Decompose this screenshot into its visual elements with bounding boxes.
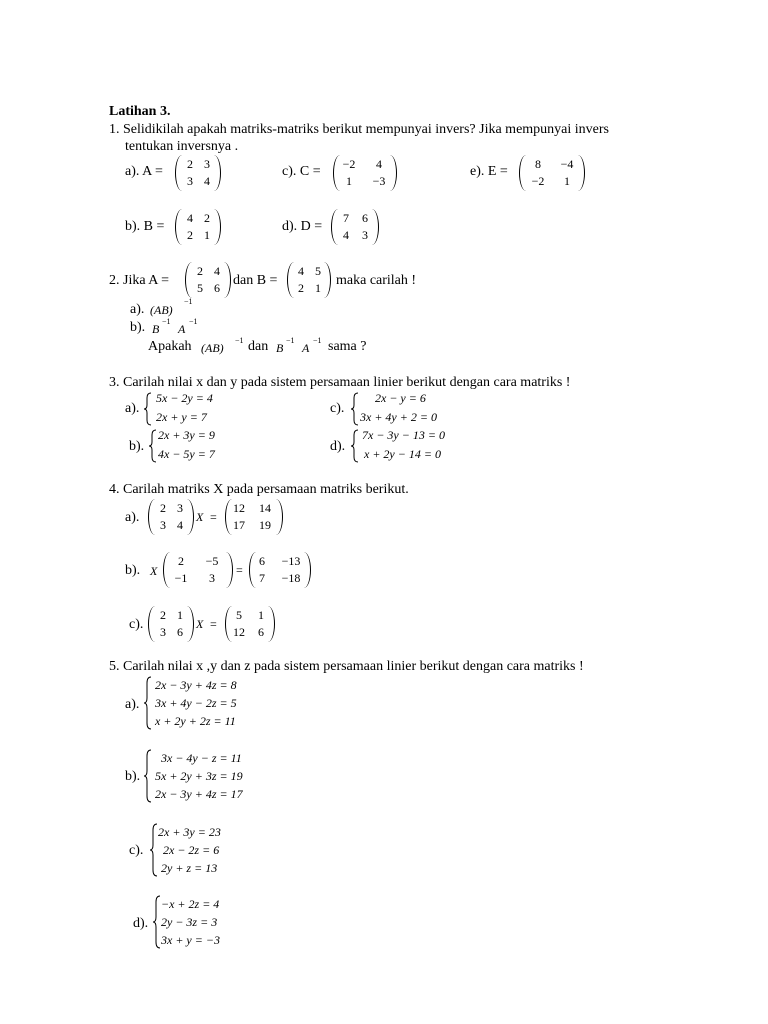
q1-e-label: e). E = (470, 164, 508, 179)
q2-suffix: maka carilah ! (336, 273, 417, 288)
q4-c-label: c). (129, 617, 144, 632)
q2-a-label: a). (130, 302, 145, 317)
q3-a-eq2: 2x + y = 7 (156, 410, 207, 424)
q3-c-label: c). (330, 401, 345, 416)
q2-q-bsup: −1 (286, 336, 295, 345)
q5-c-eq3: 2y + z = 13 (161, 861, 218, 875)
q3-a-eq1: 5x − 2y = 4 (156, 391, 213, 405)
q2-q-sup: −1 (235, 336, 244, 345)
q2-q-expr: (AB) (201, 341, 224, 355)
q1-a-label: a). A = (125, 164, 163, 179)
q2-mid: dan B = (233, 273, 278, 288)
q5-b-label: b). (125, 769, 141, 784)
q3-d-eq2: x + 2y − 14 = 0 (364, 447, 441, 461)
matrix-b: 4 2 2 1 (175, 209, 221, 245)
q5-c-eq1: 2x + 3y = 23 (158, 825, 221, 839)
q4-c-x: X (196, 617, 204, 631)
q4-b-left-matrix: 2 −5 −1 3 (163, 552, 233, 588)
q5-a-eq1: 2x − 3y + 4z = 8 (155, 678, 237, 692)
q3-d-label: d). (330, 439, 346, 454)
q1-c-label: c). C = (282, 164, 321, 179)
q2-apakah: Apakah (148, 339, 192, 354)
q4-b-eq: = (236, 563, 243, 577)
q3-b-eq1: 2x + 3y = 9 (158, 428, 215, 442)
q5-b-eq2: 5x + 2y + 3z = 19 (155, 769, 243, 783)
q5-c-label: c). (129, 843, 144, 858)
q2-prefix: 2. Jika A = (109, 273, 170, 288)
q5-d-eq3: 3x + y = −3 (161, 933, 220, 947)
q5-b-eq1: 3x − 4y − z = 11 (161, 751, 242, 765)
q5-d-eq1: −x + 2z = 4 (161, 897, 220, 911)
q2-matrix-b: 4 5 2 1 (287, 262, 331, 298)
q1-b-label: b). B = (125, 219, 165, 234)
q3-b-brace (148, 429, 158, 463)
q3-d-brace (350, 429, 360, 463)
q4-b-x: X (150, 564, 158, 578)
q2-q-a: A (302, 341, 310, 355)
matrix-e: 8 −4 −2 1 (519, 155, 585, 191)
q3-b-eq2: 4x − 5y = 7 (158, 447, 215, 461)
q2-b-sup1: −1 (162, 317, 171, 326)
matrix-d: 7 6 4 3 (331, 209, 379, 245)
q3-c-eq1: 2x − y = 6 (375, 391, 426, 405)
q4-c-right-matrix: 5 1 12 6 (225, 606, 275, 642)
q3-c-brace (350, 392, 360, 426)
q4-text: 4. Carilah matriks X pada persamaan matriks berikut. (109, 482, 409, 497)
q4-a-right-matrix: 12 14 17 19 (225, 499, 283, 535)
q1-text-line1: 1. Selidikilah apakah matriks-matriks berikut mempunyai invers? Jika mempunyai invers (109, 122, 609, 137)
q3-d-eq1: 7x − 3y − 13 = 0 (362, 428, 445, 442)
q1-d-label: d). D = (282, 219, 323, 234)
q2-b-sup2: −1 (189, 317, 198, 326)
q5-b-eq3: 2x − 3y + 4z = 17 (155, 787, 243, 801)
q3-b-label: b). (129, 439, 145, 454)
q1-text-line2: tentukan inversnya . (125, 139, 239, 154)
q5-b-brace (143, 749, 153, 803)
q5-a-eq2: 3x + 4y − 2z = 5 (155, 696, 237, 710)
q2-b-expr1: B (152, 322, 160, 336)
q4-b-right-matrix: 6 −13 7 −18 (249, 552, 311, 588)
q3-text: 3. Carilah nilai x dan y pada sistem persamaan linier berikut dengan cara matriks ! (109, 375, 571, 390)
q5-d-label: d). (133, 916, 149, 931)
q2-matrix-a: 2 4 5 6 (185, 262, 231, 298)
q4-c-left-matrix: 2 1 3 6 (148, 606, 194, 642)
q4-a-label: a). (125, 510, 140, 525)
q4-b-label: b). (125, 563, 141, 578)
exercise-title: Latihan 3. (109, 104, 171, 119)
q3-c-eq2: 3x + 4y + 2 = 0 (360, 410, 437, 424)
q2-b-expr2: A (178, 322, 186, 336)
q5-a-label: a). (125, 697, 140, 712)
q4-c-eq: = (210, 617, 217, 631)
matrix-c: −2 4 1 −3 (333, 155, 397, 191)
q5-a-brace (143, 676, 153, 730)
q2-dan: dan (248, 339, 269, 354)
q5-a-eq3: x + 2y + 2z = 11 (155, 714, 236, 728)
q3-a-label: a). (125, 401, 140, 416)
q5-text: 5. Carilah nilai x ,y dan z pada sistem persamaan linier berikut dengan cara matriks ! (109, 659, 584, 674)
q2-q-asup: −1 (313, 336, 322, 345)
q2-sama: sama ? (328, 339, 367, 354)
q4-a-eq: = (210, 510, 217, 524)
q4-a-x: X (196, 510, 204, 524)
q2-b-label: b). (130, 320, 146, 335)
q4-a-left-matrix: 2 3 3 4 (148, 499, 194, 535)
q2-a-sup: −1 (184, 297, 193, 306)
q2-q-b: B (276, 341, 284, 355)
q5-c-eq2: 2x − 2z = 6 (163, 843, 220, 857)
matrix-a: 2 3 3 4 (175, 155, 221, 191)
q3-a-brace (143, 392, 153, 426)
q2-a-expr: (AB) (150, 303, 173, 317)
q5-d-eq2: 2y − 3z = 3 (161, 915, 218, 929)
